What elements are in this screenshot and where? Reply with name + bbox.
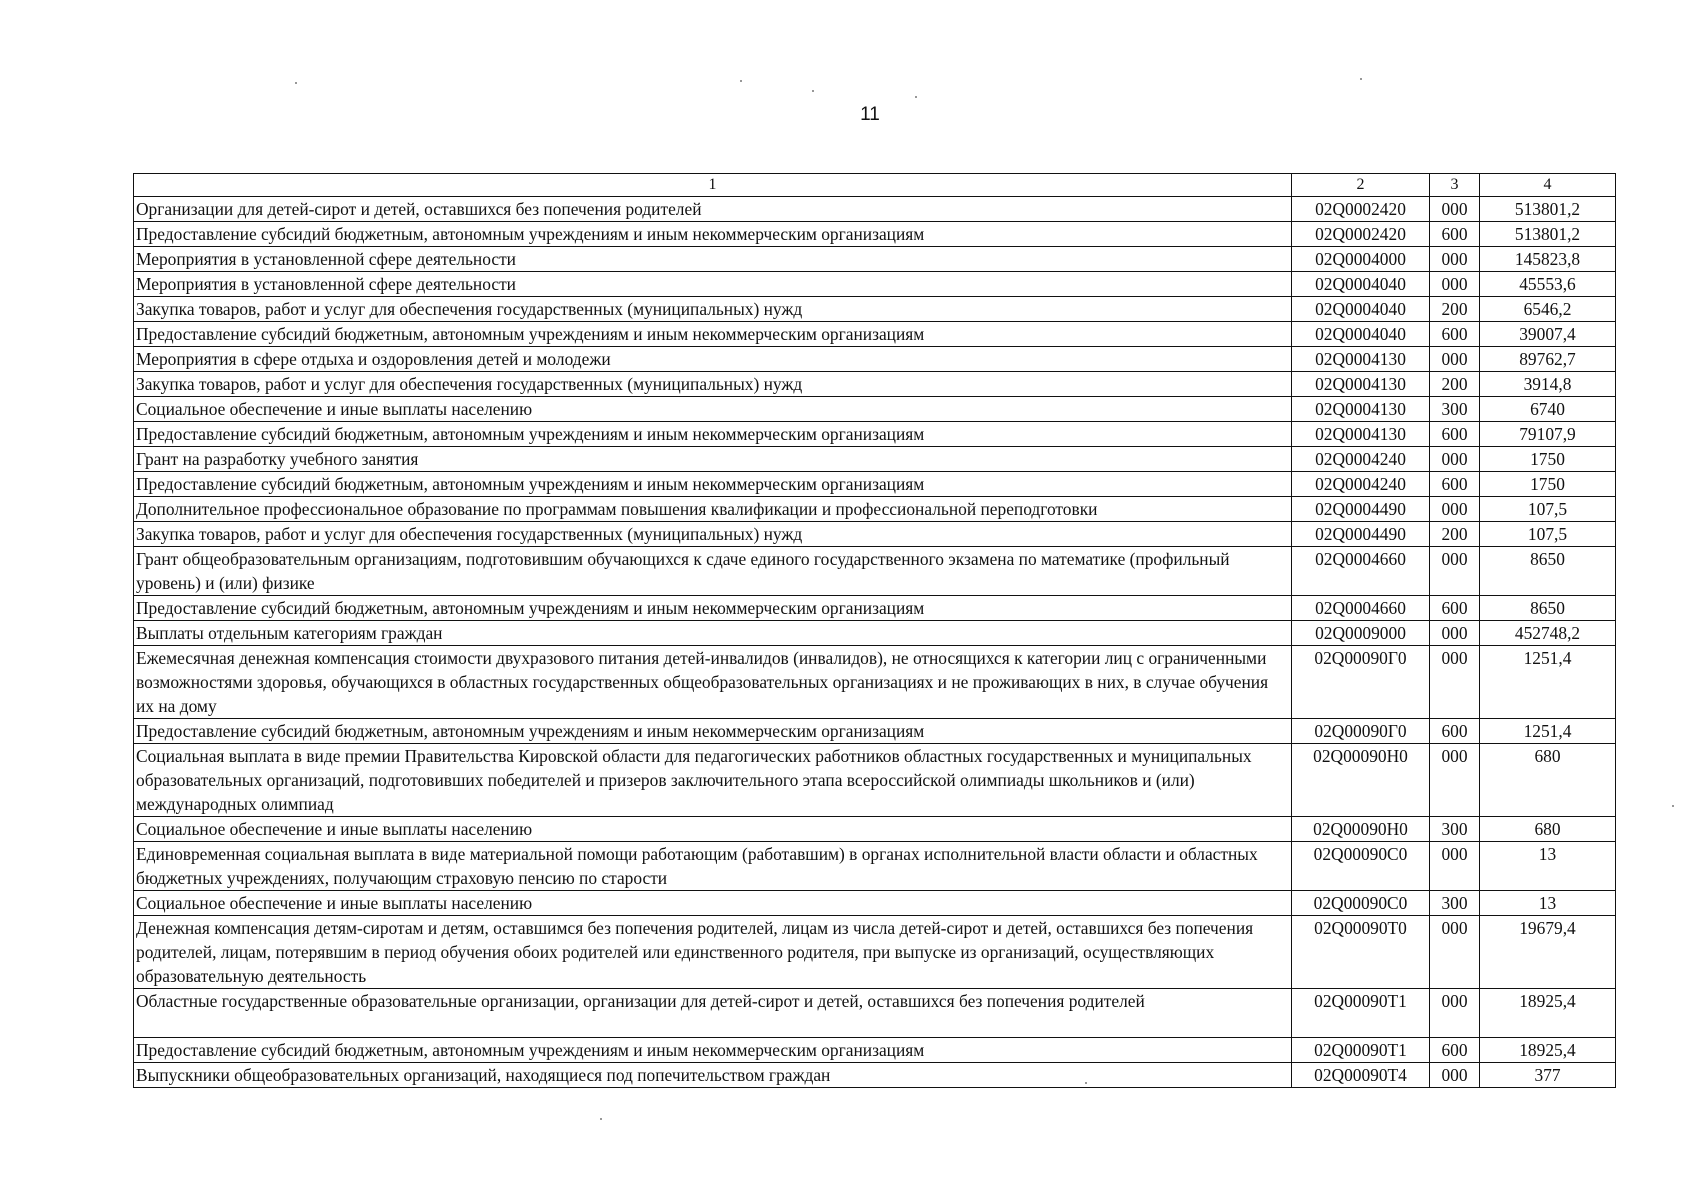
table-row [134, 621, 1616, 646]
scan-speck [1360, 78, 1362, 80]
row-amount-cell: 18925,4 [1480, 1038, 1616, 1063]
row-name-cell: Закупка товаров, работ и услуг для обеспечения государственных (муниципальных) нужд [134, 297, 1292, 322]
row-type-cell: 600 [1430, 222, 1480, 247]
row-code-cell: 02Q00090Т0 [1292, 916, 1430, 989]
row-type-cell: 000 [1430, 744, 1480, 817]
row-amount-cell: 145823,8 [1480, 247, 1616, 272]
table-row [134, 197, 1616, 222]
row-type-cell: 000 [1430, 247, 1480, 272]
row-type-cell: 300 [1430, 891, 1480, 916]
table-row [134, 372, 1616, 397]
row-amount-cell: 6546,2 [1480, 297, 1616, 322]
row-type-cell: 000 [1430, 1063, 1480, 1088]
row-name-cell: Предоставление субсидий бюджетным, автономным учреждениям и иным некоммерческим организациям [134, 322, 1292, 347]
row-code-cell: 02Q00090Т4 [1292, 1063, 1430, 1088]
table-row [134, 422, 1616, 447]
row-code-cell: 02Q00090С0 [1292, 891, 1430, 916]
row-name-cell: Грант общеобразовательным организациям, подготовившим обучающихся к сдаче единого государственного экзамена по математике (профильный уровень) и (или) физике [134, 547, 1292, 596]
row-name-cell: Предоставление субсидий бюджетным, автономным учреждениям и иным некоммерческим организациям [134, 472, 1292, 497]
scan-speck [812, 90, 814, 92]
row-name-cell: Мероприятия в установленной сфере деятельности [134, 247, 1292, 272]
row-code-cell: 02Q0004130 [1292, 347, 1430, 372]
row-type-cell: 000 [1430, 272, 1480, 297]
row-type-cell: 000 [1430, 347, 1480, 372]
row-name-cell: Выпускники общеобразовательных организаций, находящиеся под попечительством граждан [134, 1063, 1292, 1088]
row-amount-cell: 13 [1480, 891, 1616, 916]
table-row [134, 719, 1616, 744]
row-amount-cell: 79107,9 [1480, 422, 1616, 447]
row-name-cell: Предоставление субсидий бюджетным, автономным учреждениям и иным некоммерческим организациям [134, 596, 1292, 621]
row-name-cell: Предоставление субсидий бюджетным, автономным учреждениям и иным некоммерческим организациям [134, 1038, 1292, 1063]
row-name-cell: Денежная компенсация детям-сиротам и детям, оставшимся без попечения родителей, лицам из числа детей-сирот и детей, оставшихся без попечения родителей, лицам, потерявшим в период обучения обоих родителей или единственного родителя, при выпуске из организаций, осуществляющих образовательную деятельность [134, 916, 1292, 989]
row-code-cell: 02Q0004240 [1292, 472, 1430, 497]
row-amount-cell: 19679,4 [1480, 916, 1616, 989]
column-header-4: 4 [1480, 174, 1616, 197]
table-row [134, 247, 1616, 272]
table-row [134, 447, 1616, 472]
row-name-cell: Мероприятия в сфере отдыха и оздоровления детей и молодежи [134, 347, 1292, 372]
table-row [134, 347, 1616, 372]
row-name-cell: Организации для детей-сирот и детей, оставшихся без попечения родителей [134, 197, 1292, 222]
row-code-cell: 02Q0004130 [1292, 372, 1430, 397]
row-code-cell: 02Q0004040 [1292, 297, 1430, 322]
row-code-cell: 02Q00090Н0 [1292, 817, 1430, 842]
scan-speck [915, 96, 917, 98]
column-header-2: 2 [1292, 174, 1430, 197]
row-name-cell: Ежемесячная денежная компенсация стоимости двухразового питания детей-инвалидов (инвалидов), не относящихся к категории лиц с ограниченными возможностями здоровья, обучающихся в областных государственных общеобразовательных организациях и не проживающих в них, в случае обучения их на дому [134, 646, 1292, 719]
row-amount-cell: 8650 [1480, 547, 1616, 596]
row-amount-cell: 680 [1480, 817, 1616, 842]
row-type-cell: 600 [1430, 719, 1480, 744]
table-row [134, 842, 1616, 891]
row-code-cell: 02Q0004490 [1292, 522, 1430, 547]
row-code-cell: 02Q00090Г0 [1292, 719, 1430, 744]
row-name-cell: Грант на разработку учебного занятия [134, 447, 1292, 472]
table-row [134, 817, 1616, 842]
row-type-cell: 600 [1430, 596, 1480, 621]
row-code-cell: 02Q0004130 [1292, 422, 1430, 447]
row-type-cell: 000 [1430, 989, 1480, 1038]
table-row [134, 472, 1616, 497]
row-amount-cell: 13 [1480, 842, 1616, 891]
table-row [134, 916, 1616, 989]
row-type-cell: 000 [1430, 547, 1480, 596]
row-type-cell: 200 [1430, 372, 1480, 397]
row-amount-cell: 39007,4 [1480, 322, 1616, 347]
row-amount-cell: 1750 [1480, 472, 1616, 497]
table-row [134, 1038, 1616, 1063]
row-type-cell: 300 [1430, 817, 1480, 842]
table-row [134, 297, 1616, 322]
row-amount-cell: 6740 [1480, 397, 1616, 422]
row-type-cell: 000 [1430, 197, 1480, 222]
row-amount-cell: 45553,6 [1480, 272, 1616, 297]
row-amount-cell: 3914,8 [1480, 372, 1616, 397]
row-name-cell: Социальное обеспечение и иные выплаты населению [134, 817, 1292, 842]
row-amount-cell: 1750 [1480, 447, 1616, 472]
row-code-cell: 02Q0009000 [1292, 621, 1430, 646]
table-row [134, 646, 1616, 719]
table-row [134, 891, 1616, 916]
budget-table [133, 173, 1616, 1088]
table-row [134, 222, 1616, 247]
table-body [134, 197, 1616, 1088]
row-amount-cell: 1251,4 [1480, 646, 1616, 719]
row-name-cell: Областные государственные образовательные организации, организации для детей-сирот и детей, оставшихся без попечения родителей [134, 989, 1292, 1038]
row-code-cell: 02Q0004040 [1292, 322, 1430, 347]
scan-speck [295, 82, 297, 84]
row-type-cell: 000 [1430, 842, 1480, 891]
row-code-cell: 02Q0004240 [1292, 447, 1430, 472]
row-code-cell: 02Q00090Т1 [1292, 989, 1430, 1038]
row-name-cell: Предоставление субсидий бюджетным, автономным учреждениям и иным некоммерческим организациям [134, 222, 1292, 247]
row-amount-cell: 89762,7 [1480, 347, 1616, 372]
table-row [134, 272, 1616, 297]
row-name-cell: Предоставление субсидий бюджетным, автономным учреждениям и иным некоммерческим организациям [134, 719, 1292, 744]
row-name-cell: Социальное обеспечение и иные выплаты населению [134, 891, 1292, 916]
page-number: 11 [860, 104, 880, 125]
scan-speck [740, 80, 742, 82]
row-amount-cell: 452748,2 [1480, 621, 1616, 646]
row-type-cell: 000 [1430, 447, 1480, 472]
table-row [134, 989, 1616, 1038]
row-amount-cell: 107,5 [1480, 497, 1616, 522]
row-code-cell: 02Q0002420 [1292, 222, 1430, 247]
row-type-cell: 200 [1430, 522, 1480, 547]
column-header-3: 3 [1430, 174, 1480, 197]
row-type-cell: 300 [1430, 397, 1480, 422]
column-header-1: 1 [134, 174, 1292, 197]
row-type-cell: 600 [1430, 422, 1480, 447]
row-amount-cell: 680 [1480, 744, 1616, 817]
row-name-cell: Предоставление субсидий бюджетным, автономным учреждениям и иным некоммерческим организациям [134, 422, 1292, 447]
table-row [134, 744, 1616, 817]
table-row [134, 1063, 1616, 1088]
row-amount-cell: 107,5 [1480, 522, 1616, 547]
row-amount-cell: 8650 [1480, 596, 1616, 621]
row-type-cell: 000 [1430, 497, 1480, 522]
row-code-cell: 02Q0004660 [1292, 596, 1430, 621]
row-code-cell: 02Q0004000 [1292, 247, 1430, 272]
row-type-cell: 000 [1430, 916, 1480, 989]
row-amount-cell: 18925,4 [1480, 989, 1616, 1038]
row-code-cell: 02Q00090С0 [1292, 842, 1430, 891]
scan-speck [1672, 805, 1674, 807]
table-row [134, 497, 1616, 522]
row-name-cell: Социальная выплата в виде премии Правительства Кировской области для педагогических работников областных государственных и муниципальных образовательных организаций, подготовивших победителей и призеров заключительного этапа всероссийской олимпиады школьников и (или) международных олимпиад [134, 744, 1292, 817]
row-name-cell: Выплаты отдельным категориям граждан [134, 621, 1292, 646]
row-type-cell: 200 [1430, 297, 1480, 322]
row-amount-cell: 377 [1480, 1063, 1616, 1088]
row-type-cell: 000 [1430, 621, 1480, 646]
row-name-cell: Закупка товаров, работ и услуг для обеспечения государственных (муниципальных) нужд [134, 522, 1292, 547]
table-row [134, 322, 1616, 347]
row-code-cell: 02Q0004660 [1292, 547, 1430, 596]
row-name-cell: Закупка товаров, работ и услуг для обеспечения государственных (муниципальных) нужд [134, 372, 1292, 397]
table-row [134, 397, 1616, 422]
table-header-row [134, 174, 1616, 197]
row-name-cell: Социальное обеспечение и иные выплаты населению [134, 397, 1292, 422]
row-type-cell: 600 [1430, 1038, 1480, 1063]
row-type-cell: 600 [1430, 322, 1480, 347]
table-row [134, 522, 1616, 547]
table-row [134, 596, 1616, 621]
row-amount-cell: 513801,2 [1480, 197, 1616, 222]
row-code-cell: 02Q00090Т1 [1292, 1038, 1430, 1063]
row-code-cell: 02Q00090Н0 [1292, 744, 1430, 817]
table-row [134, 547, 1616, 596]
row-name-cell: Дополнительное профессиональное образование по программам повышения квалификации и профессиональной переподготовки [134, 497, 1292, 522]
row-code-cell: 02Q0002420 [1292, 197, 1430, 222]
row-type-cell: 000 [1430, 646, 1480, 719]
scan-speck [600, 1118, 602, 1120]
row-amount-cell: 1251,4 [1480, 719, 1616, 744]
row-code-cell: 02Q0004490 [1292, 497, 1430, 522]
row-code-cell: 02Q0004130 [1292, 397, 1430, 422]
row-code-cell: 02Q00090Г0 [1292, 646, 1430, 719]
row-name-cell: Единовременная социальная выплата в виде материальной помощи работающим (работавшим) в органах исполнительной власти области и областных бюджетных учреждениях, получающим страховую пенсию по старости [134, 842, 1292, 891]
row-code-cell: 02Q0004040 [1292, 272, 1430, 297]
row-name-cell: Мероприятия в установленной сфере деятельности [134, 272, 1292, 297]
row-type-cell: 600 [1430, 472, 1480, 497]
row-amount-cell: 513801,2 [1480, 222, 1616, 247]
